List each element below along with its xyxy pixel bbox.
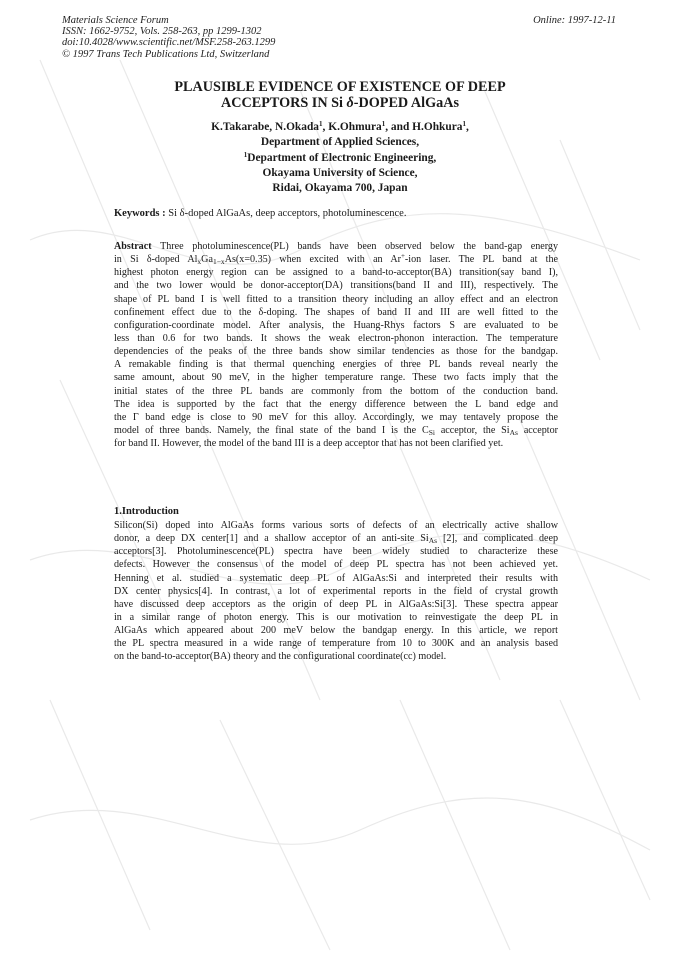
- intro-line: the PL spectra measured in a wide range of temperature from 10 to 300K and an analysis based: [114, 638, 558, 650]
- introduction-body: [114, 519, 558, 664]
- abstract-line: highest photon energy region can be assigned to a band-to-acceptor(BA) transition(say band I),: [114, 267, 558, 279]
- abstract-line: The idea is supported by the fact that the energy difference between the L band edge and: [114, 398, 558, 410]
- abstract-label: Abstract: [114, 241, 152, 252]
- paper-title: [90, 80, 590, 111]
- abstract-line: A remakable finding is that thermal quenching energies of three PL bands reveal nearly the: [114, 359, 558, 371]
- abstract-line: initial states of the three PL bands are commonly from the bottom of the conduction band.: [114, 385, 558, 397]
- abstract-line: in Si δ-doped $Al_xGa_{1-x}As(x=0.35)$ when excited with an Ar+-ion laser. The PL band at the: [114, 253, 558, 267]
- journal-header: [62, 15, 442, 60]
- abstract-line: the Γ band edge is close to 90 meV for this alloy. Accordingly, we may tentavely propose the: [114, 411, 558, 423]
- abstract-line: model of three bands. Namely, the final state of the band I is the $C_{Si}$ acceptor, the $Si_{As}$ acceptor: [114, 424, 558, 437]
- abstract-line: for band II. However, the model of the band III is a deep acceptor that has not been clarified yet.: [114, 438, 504, 450]
- abstract: [114, 240, 558, 450]
- keywords-text: Si δ-doped AlGaAs, deep acceptors, photoluminescence.: [168, 208, 407, 219]
- affiliation-university: Okayama University of Science,: [262, 166, 418, 179]
- intro-line: have discussed deep acceptors as the origin of deep PL in AlGaAs:Si[3]. These spectra appear: [114, 598, 558, 610]
- section-heading-introduction: 1.Introduction: [114, 506, 179, 517]
- affiliation-address: Ridai, Okayama 700, Japan: [272, 182, 408, 195]
- intro-line: defects. However the consensus of the model of deep PL spectra has not been achieved yet.: [114, 559, 558, 571]
- author-list: K.Takarabe, N.Okada$^1$, K.Ohmura$^1$, and H.Ohkura$^1$,: [211, 120, 469, 133]
- keywords: [114, 207, 558, 220]
- journal-copyright: © 1997 Trans Tech Publications Ltd, Switzerland: [62, 48, 270, 60]
- intro-line: DX center physics[4]. In contrast, a lot of experimental reports in the field of crystal growth: [114, 585, 558, 597]
- journal-name: Materials Science Forum: [62, 15, 169, 26]
- abstract-line: dependencies of the peaks of the three bands show similar tendencies as those for the bandgap.: [114, 346, 558, 358]
- abstract-line: shape of PL band I is well fitted to a transition theory including an alloy effect and an electron: [114, 293, 558, 305]
- abstract-line: and the two lower would be donor-acceptor(DA) transitions(band II and III), respectively. The: [114, 280, 558, 292]
- title-line-2: ACCEPTORS IN Si δ-DOPED AlGaAs: [221, 94, 459, 111]
- intro-line: on the band-to-acceptor(BA) theory and the configurational coordinate(cc) model.: [114, 651, 447, 663]
- intro-line: donor, a deep DX center[1] and a shallow acceptor of an anti-site $Si_{As}$ [2], and complicated deep: [114, 533, 558, 546]
- abstract-line: confinement effect due to the δ-doping. The shapes of band II and III are well fitted to the: [114, 306, 558, 318]
- author-block: [90, 120, 590, 196]
- intro-line: Silicon(Si) doped into AlGaAs forms various sorts of defects of an electrically active shallow: [114, 520, 558, 531]
- journal-doi[interactable]: doi:10.4028/www.scientific.net/MSF.258-263.1299: [62, 37, 276, 49]
- abstract-line: Abstract Three photoluminescence(PL) bands have been observed below the band-gap energy: [114, 241, 558, 252]
- journal-issn: ISSN: 1662-9752, Vols. 258-263, pp 1299-1302: [62, 26, 262, 38]
- intro-line: AlGaAs which appeared about 200 meV below the bandgap energy. In this article, we report: [114, 625, 558, 637]
- title-line-1: PLAUSIBLE EVIDENCE OF EXISTENCE OF DEEP: [174, 79, 506, 95]
- keywords-label: Keywords :: [114, 208, 166, 219]
- abstract-line: configuration-coordinate model. After analysis, the Huang-Rhys factors S are evaluated to be: [114, 319, 558, 331]
- abstract-line: same amount, about 90 meV, in the higher temperature range. These two facts imply that the: [114, 372, 558, 384]
- affiliation-1: Department of Applied Sciences,: [260, 136, 420, 149]
- intro-line: in a similar range of photon energy. This is our motivation to reinvestigate the deep PL in: [114, 611, 558, 623]
- intro-line: Henning et al. studied a systematic deep PL of AlGaAs:Si and interpreted their results with: [114, 572, 558, 584]
- abstract-line: less than 0.6 for two bands. It shows the weak electron-phonon interaction. The temperature: [114, 332, 558, 344]
- online-date: Online: 1997-12-11: [533, 15, 616, 26]
- affiliation-2: $^1$Department of Electronic Engineering,: [243, 150, 437, 164]
- intro-line: acceptors[3]. Photoluminescence(PL) spectra have been widely studied to characterize these: [114, 546, 558, 558]
